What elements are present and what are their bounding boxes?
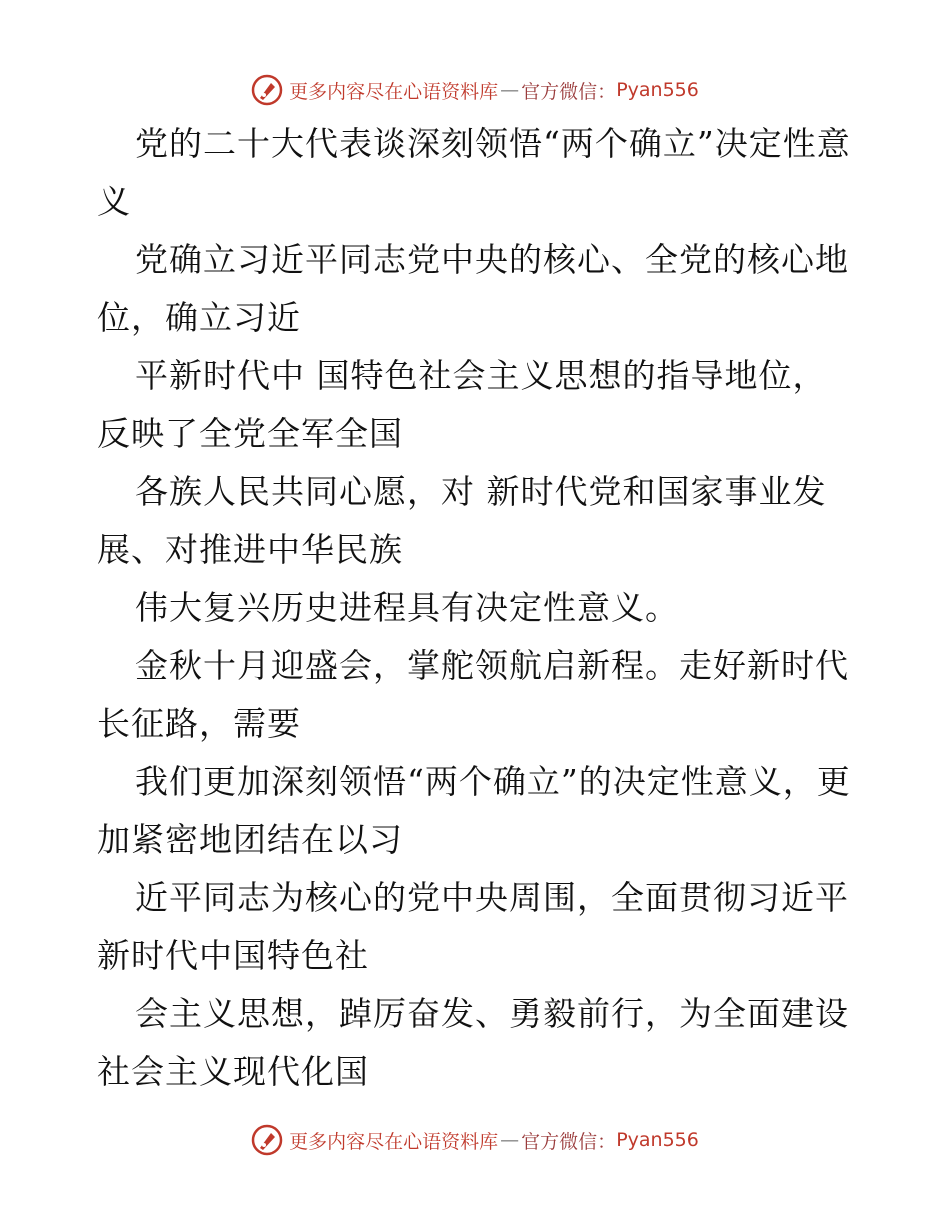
paragraph: 伟大复兴历史进程具有决定性意义。 xyxy=(135,588,679,627)
banner-separator: — xyxy=(500,79,520,101)
banner-wechat-id: Pyan556 xyxy=(616,1129,699,1151)
banner-main-text: 更多内容尽在心语资料库 xyxy=(289,80,499,103)
banner-main-text: 更多内容尽在心语资料库 xyxy=(289,1130,499,1153)
document-body xyxy=(97,115,857,1101)
banner-wechat-id: Pyan556 xyxy=(616,79,699,101)
paragraph: 各族人民共同心愿，对 新时代党和国家事业发展、对推进中华民族 xyxy=(97,472,827,569)
header-banner xyxy=(0,70,950,110)
paragraph: 平新时代中 国特色社会主义思想的指导地位，反映了全党全军全国 xyxy=(97,356,827,453)
banner-wechat-label: 官方微信： xyxy=(521,1130,617,1153)
pen-nib-logo-icon xyxy=(251,1124,283,1156)
paragraph: 金秋十月迎盛会，掌舵领航启新程。走好新时代长征路，需要 xyxy=(97,646,849,743)
pen-nib-logo-icon xyxy=(251,74,283,106)
banner-separator: — xyxy=(500,1129,520,1151)
paragraph: 党的二十大代表谈深刻领悟“两个确立”决定性意义 xyxy=(97,124,851,221)
paragraph: 近平同志为核心的党中央周围，全面贯彻习近平新时代中国特色社 xyxy=(97,878,849,975)
paragraph: 会主义思想，踔厉奋发、勇毅前行，为全面建设社会主义现代化国 xyxy=(97,994,849,1091)
paragraph: 党确立习近平同志党中央的核心、全党的核心地位，确立习近 xyxy=(97,240,849,337)
paragraph: 我们更加深刻领悟“两个确立”的决定性意义，更加紧密地团结在以习 xyxy=(97,762,851,859)
banner-wechat-label: 官方微信： xyxy=(521,80,617,103)
footer-banner xyxy=(0,1120,950,1160)
